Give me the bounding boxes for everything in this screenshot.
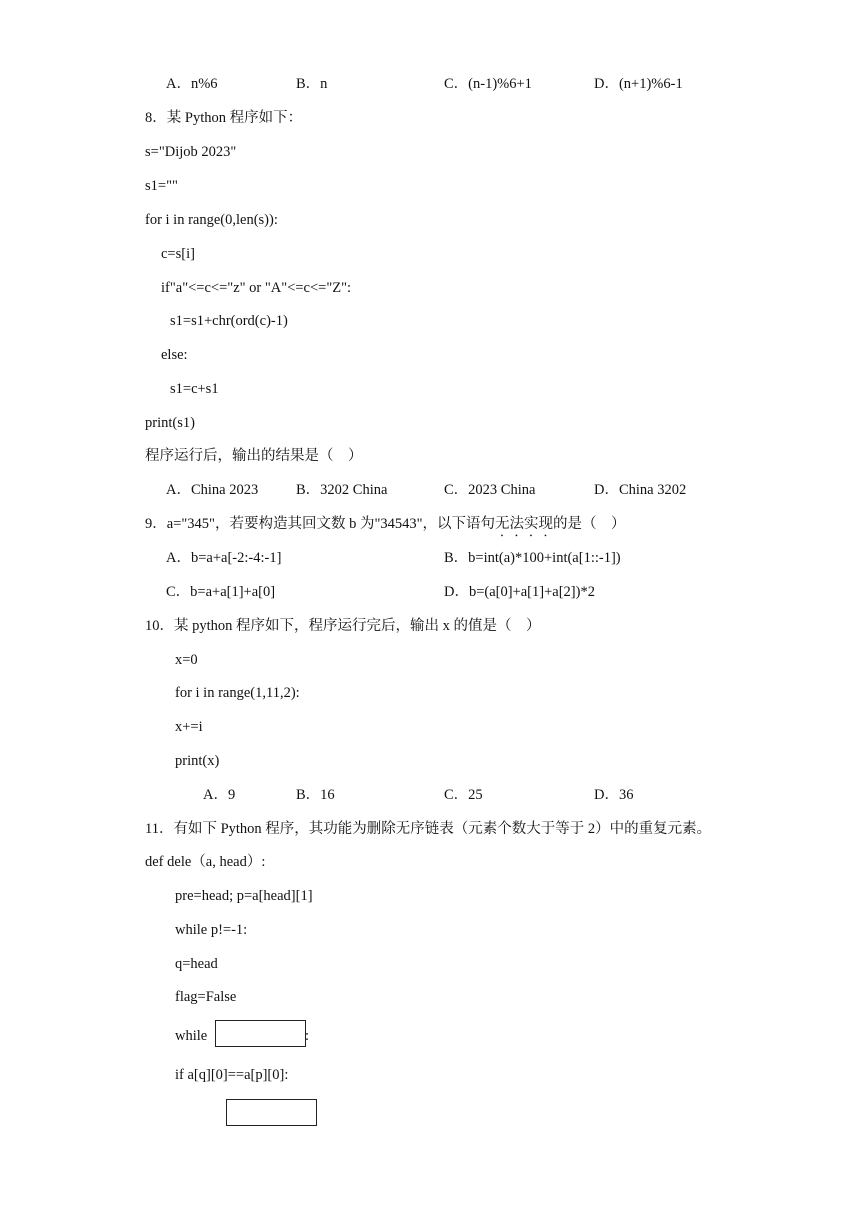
q8-option-b: B．3202 China xyxy=(296,482,388,498)
q10-code-line: x=0 xyxy=(175,652,198,668)
q8-code-line: s1="" xyxy=(145,178,178,194)
q8-question: 程序运行后，输出的结果是（ ） xyxy=(145,448,363,464)
q8-code-line: else: xyxy=(161,347,188,363)
answer-blank-2[interactable] xyxy=(226,1099,317,1126)
q11-code-line: while xyxy=(175,1028,208,1044)
q11-code-colon: : xyxy=(305,1028,310,1044)
q11-code-line: pre=head; p=a[head][1] xyxy=(175,888,313,904)
q7-option-b: B．n xyxy=(296,76,328,92)
q9-option-a: A．b=a+a[-2:-4:-1] xyxy=(166,550,282,566)
q7-option-d: D．(n+1)%6-1 xyxy=(594,76,683,92)
q8-code-line: c=s[i] xyxy=(161,246,195,262)
q8-code-line: for i in range(0,len(s)): xyxy=(145,212,278,228)
q8-stem: 8．某 Python 程序如下： xyxy=(145,110,303,126)
q10-option-b: B．16 xyxy=(296,787,335,803)
q10-code-line: print(x) xyxy=(175,753,220,769)
q11-code-line: while p!=-1: xyxy=(175,922,248,938)
q10-option-d: D．36 xyxy=(594,787,634,803)
q9-option-d: D．b=(a[0]+a[1]+a[2])*2 xyxy=(444,584,595,600)
q8-option-a: A．China 2023 xyxy=(166,482,259,498)
q8-code-line: if"a"<=c<="z" or "A"<=c<="Z": xyxy=(161,280,352,296)
q9-stem-before: 9．a="345"，若要构造其回文数 b 为"34543"，以下语句 xyxy=(145,516,496,532)
q9-stem xyxy=(145,515,626,540)
q11-code-line: q=head xyxy=(175,956,218,972)
q10-code-line: for i in range(1,11,2): xyxy=(175,685,300,701)
q11-code-line: def dele（a, head）: xyxy=(145,854,266,870)
q8-option-c: C．2023 China xyxy=(444,482,536,498)
q9-stem-after: 的是（ ） xyxy=(553,516,626,532)
q7-option-c: C．(n-1)%6+1 xyxy=(444,76,532,92)
q7-option-a: A．n%6 xyxy=(166,76,218,92)
q10-option-c: C．25 xyxy=(444,787,483,803)
q8-code-line: print(s1) xyxy=(145,415,195,431)
q10-stem: 10．某 python 程序如下，程序运行完后，输出 x 的值是（ ） xyxy=(145,618,541,634)
q8-option-d: D．China 3202 xyxy=(594,482,687,498)
q11-stem: 11．有如下 Python 程序，其功能为删除无序链表（元素个数大于等于 2）中的重复元素。 xyxy=(145,821,712,837)
q11-code-line: flag=False xyxy=(175,989,237,1005)
answer-blank-1[interactable] xyxy=(215,1020,306,1047)
q10-code-line: x+=i xyxy=(175,719,203,735)
q11-code-line: if a[q][0]==a[p][0]: xyxy=(175,1067,289,1083)
q10-option-a: A．9 xyxy=(203,787,236,803)
q8-code-line: s1=s1+chr(ord(c)-1) xyxy=(170,313,288,329)
q9-stem-emphasis: 无法实现 xyxy=(495,516,554,532)
q9-option-b: B．b=int(a)*100+int(a[1::-1]) xyxy=(444,550,621,566)
q8-code-line: s="Dijob 2023" xyxy=(145,144,237,160)
q8-code-line: s1=c+s1 xyxy=(170,381,219,397)
q9-option-c: C．b=a+a[1]+a[0] xyxy=(166,584,276,600)
